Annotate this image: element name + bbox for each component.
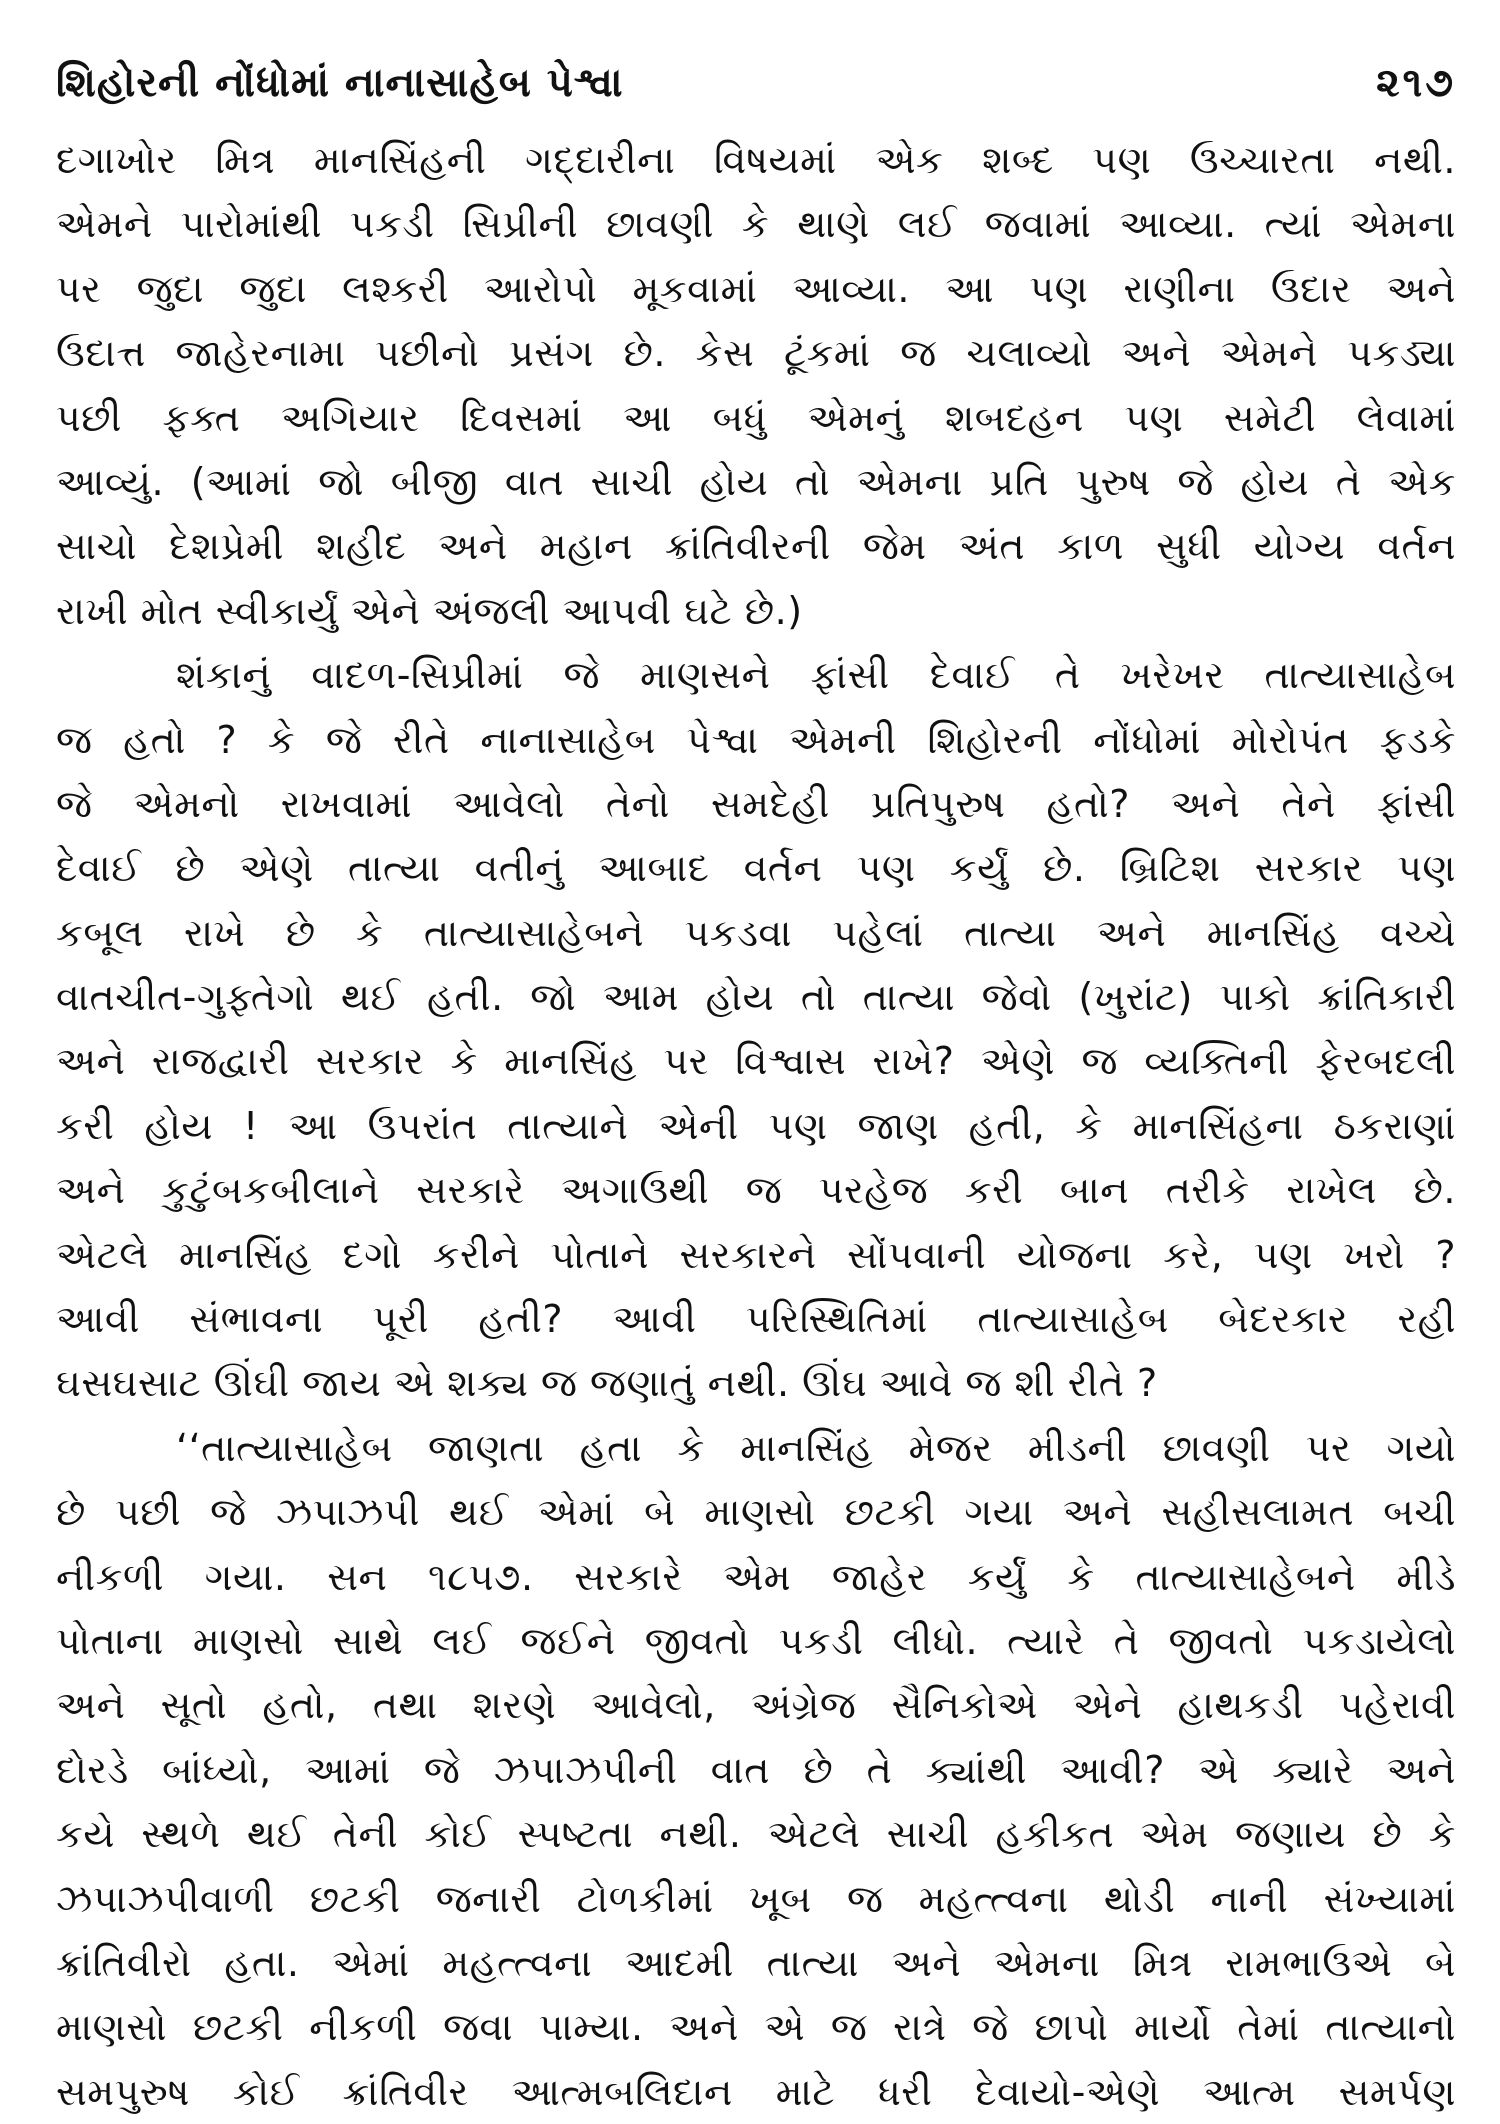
text-line: માણસો છટકી નીકળી જવા પામ્યા. અને એ જ રાત્રે જે છાપો માર્યો તેમાં તાત્યાનો xyxy=(56,2005,1456,2050)
text-line: એમને પારોમાંથી પકડી સિપ્રીની છાવણી કે થાણે લઈ જવામાં આવ્યા. ત્યાં એમના xyxy=(56,202,1456,247)
text-line: દોરડે બાંધ્યો, આમાં જે ઝપાઝપીની વાત છે તે ક્યાંથી આવી? એ ક્યારે અને xyxy=(56,1747,1456,1792)
text-line: ઉદાત્ત જાહેરનામા પછીનો પ્રસંગ છે. કેસ ટૂંકમાં જ ચલાવ્યો અને એમને પકડ્યા xyxy=(56,331,1456,376)
text-line: અને કુટુંબકબીલાને સરકારે અગાઉથી જ પરહેજ કરી બાન તરીકે રાખેલ છે. xyxy=(56,1168,1456,1213)
text-line: અને રાજદ્વારી સરકાર કે માનસિંહ પર વિશ્વાસ રાખે? એણે જ વ્યક્તિની ફેરબદલી xyxy=(56,1039,1456,1084)
text-line: ઘસઘસાટ ઊંઘી જાય એ શક્ય જ જણાતું નથી. ઊંઘ આવે જ શી રીતે ? xyxy=(56,1361,1158,1406)
body-text xyxy=(56,128,1456,2124)
text-line: રાખી મોત સ્વીકાર્યું એને અંજલી આપવી ઘટે છે.) xyxy=(56,588,803,633)
text-line: જે એમનો રાખવામાં આવેલો તેનો સમદેહી પ્રતિપુરુષ હતો? અને તેને ફાંસી xyxy=(56,781,1456,826)
page-header xyxy=(56,60,1456,122)
text-line: વાતચીત-ગુફ્તેગો થઈ હતી. જો આમ હોય તો તાત્યા જેવો (ખુરાંટ) પાકો ક્રાંતિકારી xyxy=(56,975,1456,1020)
text-line: દેવાઈ છે એણે તાત્યા વતીનું આબાદ વર્તન પણ કર્યું છે. બ્રિટિશ સરકાર પણ xyxy=(56,846,1456,891)
text-line: અને સૂતો હતો, તથા શરણે આવેલો, અંગ્રેજ સૈનિકોએ એને હાથકડી પહેરાવી xyxy=(56,1683,1456,1728)
running-title: શિહોરની નોંધોમાં નાનાસાહેબ પેશ્વા xyxy=(56,60,624,106)
text-line: સાચો દેશપ્રેમી શહીદ અને મહાન ક્રાંતિવીરની જેમ અંત કાળ સુધી યોગ્ય વર્તન xyxy=(56,524,1456,569)
text-line: આવ્યું. (આમાં જો બીજી વાત સાચી હોય તો એમના પ્રતિ પુરુષ જે હોય તે એક xyxy=(56,459,1456,504)
text-line: સમપુરુષ કોઈ ક્રાંતિવીર આત્મબલિદાન માટે ધરી દેવાયો-એણે આત્મ સમર્પણ xyxy=(56,2069,1456,2114)
text-line: ‘‘તાત્યાસાહેબ જાણતા હતા કે માનસિંહ મેજર મીડની છાવણી પર ગયો xyxy=(176,1425,1456,1470)
text-line: કયે સ્થળે થઈ તેની કોઈ સ્પષ્ટતા નથી. એટલે સાચી હકીકત એમ જણાય છે કે xyxy=(56,1812,1456,1857)
text-line: જ હતો ? કે જે રીતે નાનાસાહેબ પેશ્વા એમની શિહોરની નોંધોમાં મોરોપંત ફડકે xyxy=(56,717,1456,762)
page-number: ૨૧૭ xyxy=(1376,60,1456,106)
text-line: એટલે માનસિંહ દગો કરીને પોતાને સરકારને સોંપવાની યોજના કરે, પણ ખરો ? xyxy=(56,1232,1456,1277)
text-line: પર જુદા જુદા લશ્કરી આરોપો મૂકવામાં આવ્યા. આ પણ રાણીના ઉદાર અને xyxy=(56,266,1456,311)
text-line: ક્રાંતિવીરો હતા. એમાં મહત્ત્વના આદમી તાત્યા અને એમના મિત્ર રામભાઉએ બે xyxy=(56,1940,1456,1985)
text-line: કરી હોય ! આ ઉપરાંત તાત્યાને એની પણ જાણ હતી, કે માનસિંહના ઠકરાણાં xyxy=(56,1103,1456,1148)
text-line: દગાખોર મિત્ર માનસિંહની ગદ્દારીના વિષયમાં એક શબ્દ પણ ઉચ્ચારતા નથી. xyxy=(56,138,1456,182)
text-line: પોતાના માણસો સાથે લઈ જઈને જીવતો પકડી લીધો. ત્યારે તે જીવતો પકડાયેલો xyxy=(56,1618,1456,1663)
text-line: કબૂલ રાખે છે કે તાત્યાસાહેબને પકડવા પહેલાં તાત્યા અને માનસિંહ વચ્ચે xyxy=(56,910,1456,955)
text-line: શંકાનું વાદળ-સિપ્રીમાં જે માણસને ફાંસી દેવાઈ તે ખરેખર તાત્યાસાહેબ xyxy=(176,653,1456,698)
book-page xyxy=(56,60,1456,2124)
text-line: નીકળી ગયા. સન ૧૮૫૭. સરકારે એમ જાહેર કર્યું કે તાત્યાસાહેબને મીડે xyxy=(56,1554,1456,1599)
text-line: પછી ફક્ત અગિયાર દિવસમાં આ બધું એમનું શબદહન પણ સમેટી લેવામાં xyxy=(56,395,1456,440)
text-line: છે પછી જે ઝપાઝપી થઈ એમાં બે માણસો છટકી ગયા અને સહીસલામત બચી xyxy=(56,1490,1456,1535)
text-line: ઝપાઝપીવાળી છટકી જનારી ટોળકીમાં ખૂબ જ મહત્ત્વના થોડી નાની સંખ્યામાં xyxy=(56,1876,1456,1921)
text-line: આવી સંભાવના પૂરી હતી? આવી પરિસ્થિતિમાં તાત્યાસાહેબ બેદરકાર રહી xyxy=(56,1297,1456,1342)
